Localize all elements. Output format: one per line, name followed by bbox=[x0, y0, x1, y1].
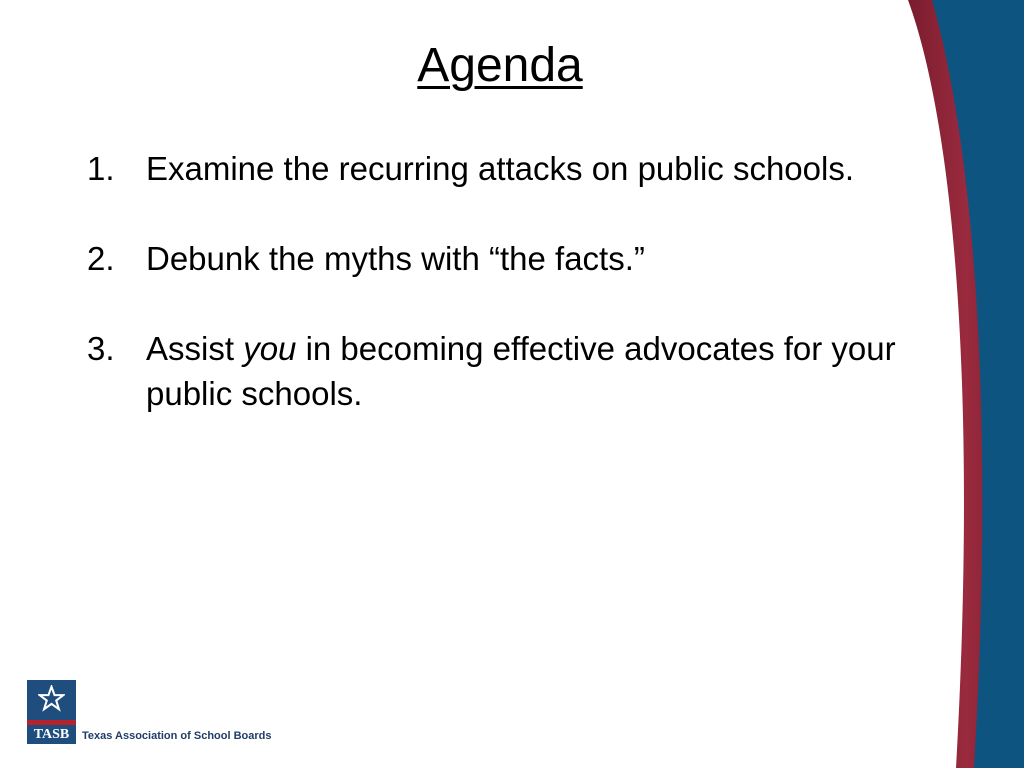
agenda-item-text-end: in becoming effective advocates for your public schools. bbox=[146, 330, 896, 412]
agenda-item-1 bbox=[85, 146, 915, 191]
agenda-item-text: Examine the recurring attacks on public schools. bbox=[146, 150, 855, 187]
star-icon bbox=[38, 685, 65, 712]
agenda-item-number: 1. bbox=[87, 150, 115, 187]
agenda-item-3 bbox=[85, 326, 915, 416]
tasb-logo bbox=[27, 680, 287, 744]
agenda-item-number: 3. bbox=[87, 330, 115, 367]
logo-star-box bbox=[27, 680, 76, 720]
agenda-item-text: Debunk the myths with “the facts.” bbox=[146, 240, 645, 277]
slide-title: Agenda bbox=[417, 39, 583, 92]
agenda-item-2 bbox=[85, 236, 915, 281]
logo-organization-name: Texas Association of School Boards bbox=[82, 730, 272, 742]
agenda-item-number: 2. bbox=[87, 240, 115, 277]
agenda-list bbox=[85, 146, 915, 461]
agenda-item-emphasis: you bbox=[243, 330, 297, 367]
agenda-item-text-start: Assist bbox=[146, 330, 244, 367]
logo-mark bbox=[27, 680, 76, 744]
logo-abbreviation: TASB bbox=[27, 725, 76, 744]
